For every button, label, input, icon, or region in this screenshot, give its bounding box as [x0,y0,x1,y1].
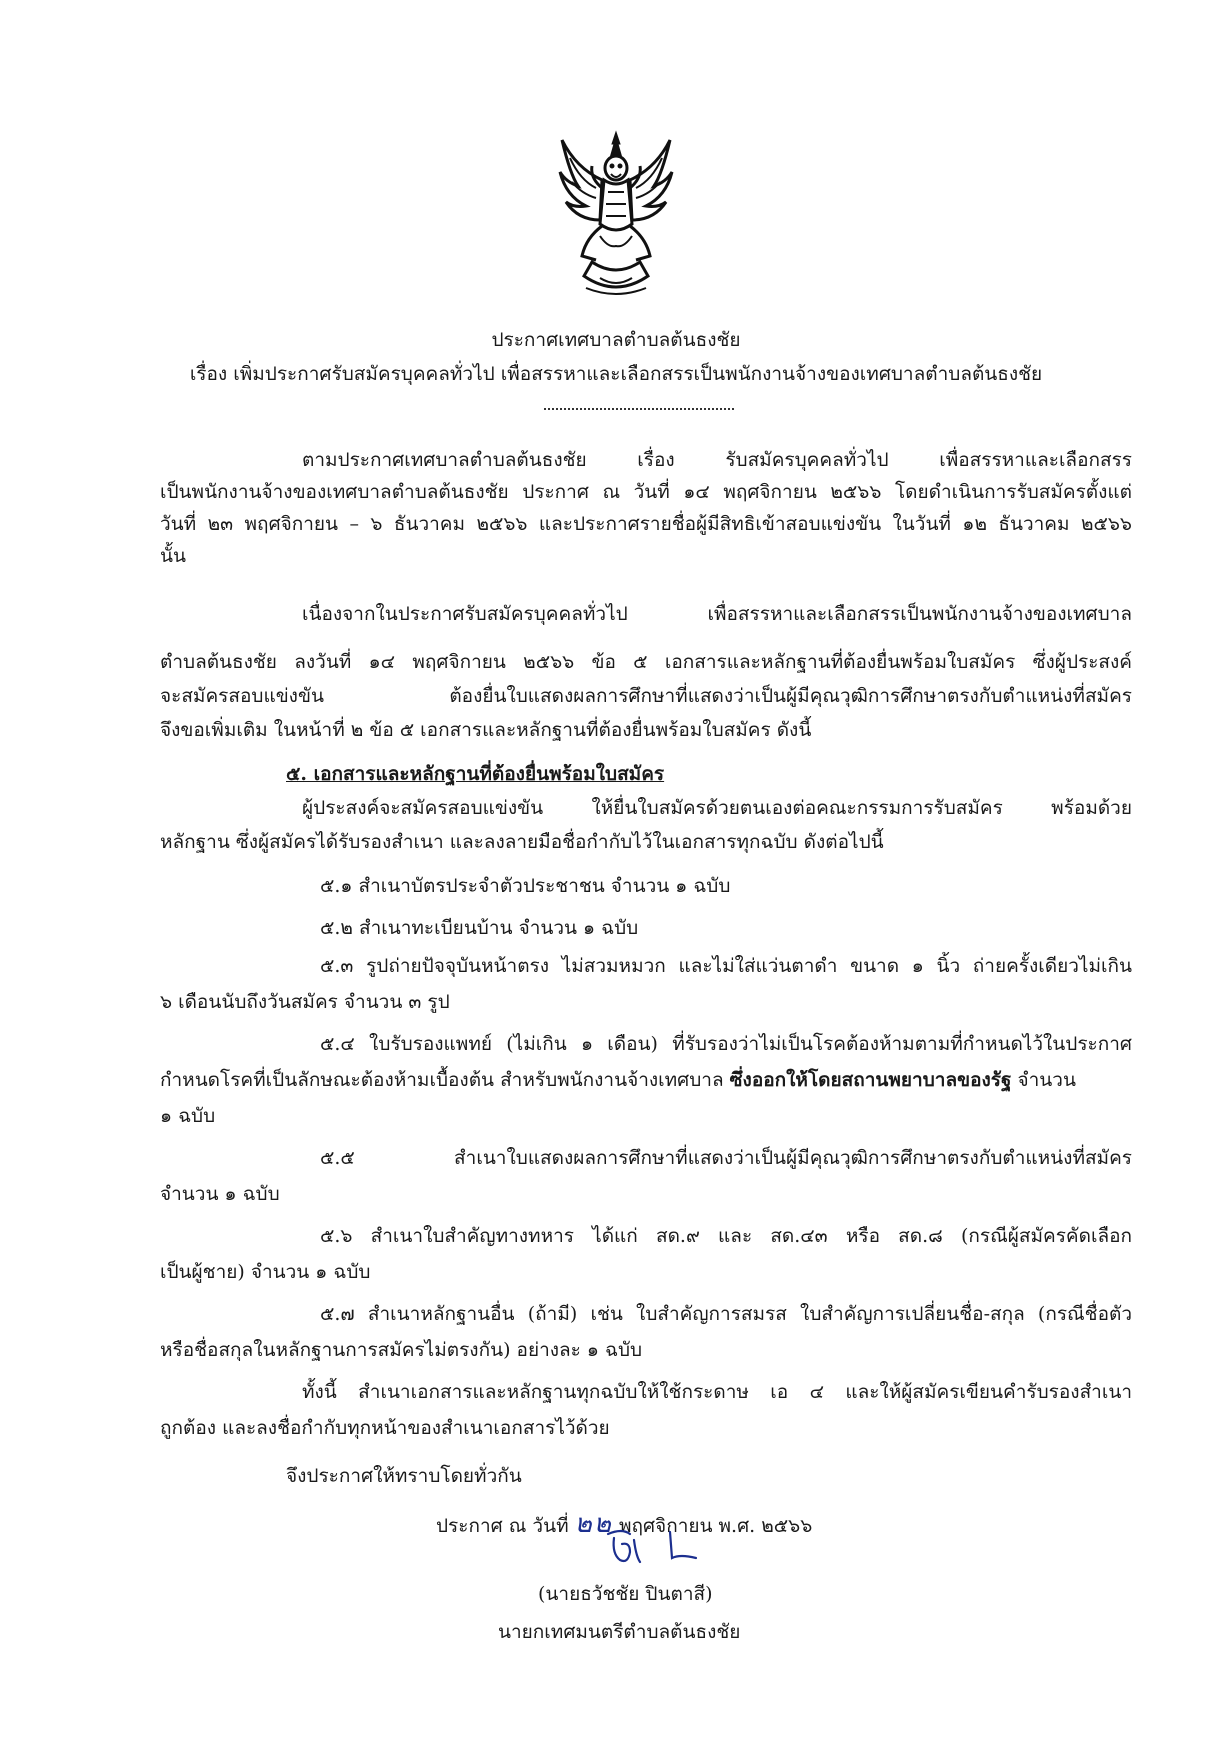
list-item-continuation: ๑ ฉบับ [160,1105,216,1127]
section-intro-line: หลักฐาน ซึ่งผู้สมัครได้รับรองสำเนา และลงลายมือชื่อกำกับไว้ในเอกสารทุกฉบับ ดังต่อไปนี้ [160,831,884,853]
list-item: ๕.๕ สำเนาใบแสดงผลการศึกษาที่แสดงว่าเป็นผู้มีคุณวุฒิการศึกษาตรงกับตำแหน่งที่สมัคร [320,1147,1132,1169]
paragraph-line: เนื่องจากในประกาศรับสมัครบุคคลทั่วไป เพื่อสรรหาและเลือกสรรเป็นพนักงานจ้างของเทศบาล [302,603,1132,625]
paragraph-line: เป็นพนักงานจ้างของเทศบาลตำบลต้นธงชัย ประกาศ ณ วันที่ ๑๔ พฤศจิกายน ๒๕๖๖ โดยดำเนินการรับสมัครตั้งแต่ [160,481,1132,503]
list-item-continuation [160,1066,1076,1094]
paragraph-line: ตามประกาศเทศบาลตำบลต้นธงชัย เรื่อง รับสมัครบุคคลทั่วไป เพื่อสรรหาและเลือกสรร [302,449,1132,471]
list-item: ๕.๓ รูปถ่ายปัจจุบันหน้าตรง ไม่สวมหมวก และไม่ใส่แว่นตาดำ ขนาด ๑ นิ้ว ถ่ายครั้งเดียวไม่เกิน [320,955,1132,977]
note-line: ถูกต้อง และลงชื่อกำกับทุกหน้าของสำเนาเอกสารไว้ด้วย [160,1417,610,1439]
list-item: ๕.๖ สำเนาใบสำคัญทางทหาร ได้แก่ สด.๙ และ สด.๔๓ หรือ สด.๘ (กรณีผู้สมัครคัดเลือก [320,1225,1132,1247]
list-item-text: กำหนดโรคที่เป็นลักษณะต้องห้ามเบื้องต้น สำหรับพนักงานจ้างเทศบาล [160,1069,730,1091]
announcement-title: ประกาศเทศบาลตำบลต้นธงชัย [491,329,741,351]
paragraph-line: ตำบลต้นธงชัย ลงวันที่ ๑๔ พฤศจิกายน ๒๕๖๖ ข้อ ๕ เอกสารและหลักฐานที่ต้องยื่นพร้อมใบสมัคร ซึ่งผู้ประสงค์ [160,651,1132,673]
section-heading: ๕. เอกสารและหลักฐานที่ต้องยื่นพร้อมใบสมัคร [286,763,665,785]
paragraph-line: จึงขอเพิ่มเติม ในหน้าที่ ๒ ข้อ ๕ เอกสารและหลักฐานที่ต้องยื่นพร้อมใบสมัคร ดังนี้ [160,719,812,741]
section-intro-line: ผู้ประสงค์จะสมัครสอบแข่งขัน ให้ยื่นใบสมัครด้วยตนเองต่อคณะกรรมการรับสมัคร พร้อมด้วย [302,797,1132,819]
list-item-continuation: จำนวน ๑ ฉบับ [160,1183,280,1205]
signature-mark [600,1524,710,1568]
date-prefix: ประกาศ ณ วันที่ [436,1515,569,1537]
paragraph-line: วันที่ ๒๓ พฤศจิกายน – ๖ ธันวาคม ๒๕๖๖ และประกาศรายชื่อผู้มีสิทธิเข้าสอบแข่งขัน ในวันที่ ๑๒ ธันวาคม ๒๕๖๖ [160,513,1132,535]
list-item-text: จำนวน [1011,1069,1076,1091]
note-line: ทั้งนี้ สำเนาเอกสารและหลักฐานทุกฉบับให้ใช้กระดาษ เอ ๔ และให้ผู้สมัครเขียนคำรับรองสำเนา [302,1381,1132,1403]
emphasized-text: ซึ่งออกให้โดยสถานพยาบาลของรัฐ [729,1069,1012,1091]
header-divider [544,408,734,410]
list-item: ๕.๔ ใบรับรองแพทย์ (ไม่เกิน ๑ เดือน) ที่รับรองว่าไม่เป็นโรคต้องห้ามตามที่กำหนดไว้ในประกาศ [320,1033,1132,1055]
list-item: ๕.๒ สำเนาทะเบียนบ้าน จำนวน ๑ ฉบับ [320,917,639,939]
paragraph-line: นั้น [160,545,186,567]
list-item-continuation: ๖ เดือนนับถึงวันสมัคร จำนวน ๓ รูป [160,991,450,1013]
date-suffix: พฤศจิกายน พ.ศ. ๒๕๖๖ [618,1515,813,1537]
handwritten-day: ๒๒ [574,1509,613,1539]
garuda-emblem-icon [556,128,676,300]
list-item: ๕.๗ สำเนาหลักฐานอื่น (ถ้ามี) เช่น ใบสำคัญการสมรส ใบสำคัญการเปลี่ยนชื่อ-สกุล (กรณีชื่อตัว [320,1303,1132,1325]
announcement-subject: เรื่อง เพิ่มประกาศรับสมัครบุคคลทั่วไป เพื่อสรรหาและเลือกสรรเป็นพนักงานจ้างของเทศบาลตำบลต้นธงชัย [189,363,1043,385]
list-item-continuation: เป็นผู้ชาย) จำนวน ๑ ฉบับ [160,1261,371,1283]
paragraph-line: จะสมัครสอบแข่งขัน ต้องยื่นใบแสดงผลการศึกษาที่แสดงว่าเป็นผู้มีคุณวุฒิการศึกษาตรงกับตำแหน่งที่สมัคร [160,685,1132,707]
signatory-position: นายกเทศมนตรีตำบลต้นธงชัย [498,1621,741,1643]
list-item-continuation: หรือชื่อสกุลในหลักฐานการสมัครไม่ตรงกัน) อย่างละ ๑ ฉบับ [160,1339,643,1361]
list-item: ๕.๑ สำเนาบัตรประจำตัวประชาชน จำนวน ๑ ฉบับ [320,875,731,897]
closing-text: จึงประกาศให้ทราบโดยทั่วกัน [286,1465,522,1487]
signatory-name: (นายธวัชชัย ปินตาสี) [538,1583,713,1605]
